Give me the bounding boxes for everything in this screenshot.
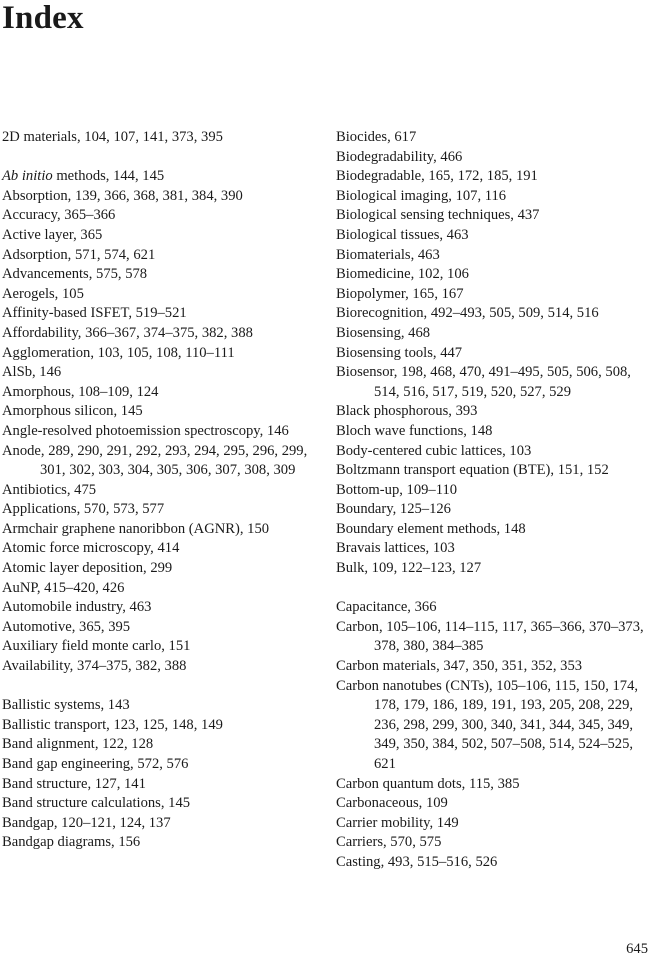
index-entry xyxy=(2,383,324,403)
index-entry xyxy=(336,148,648,168)
index-entry-text: Biosensor, 198, 468, 470, 491–495, 505, 506, 508, 514, 516, 517, 519, 520, 527, 529 xyxy=(336,364,631,400)
index-entry-text: Biosensing, 468 xyxy=(336,324,431,341)
index-entry-text: 2D materials, 104, 107, 141, 373, 395 xyxy=(2,129,223,145)
index-entry-text: Armchair graphene nanoribbon (AGNR), 150 xyxy=(2,520,270,537)
index-entry xyxy=(336,422,648,442)
index-entry-text: AlSb, 146 xyxy=(2,364,62,381)
index-entry xyxy=(336,657,648,677)
index-entry xyxy=(336,461,648,481)
index-entry xyxy=(336,775,648,795)
index-entry xyxy=(336,324,648,344)
index-entry-text: Biological imaging, 107, 116 xyxy=(336,187,507,204)
index-entry xyxy=(2,833,324,853)
index-entry-text: Atomic layer deposition, 299 xyxy=(2,560,173,577)
index-entry-text: Availability, 374–375, 382, 388 xyxy=(2,658,187,675)
index-entry xyxy=(336,833,648,853)
index-entry-text: Bloch wave functions, 148 xyxy=(336,422,493,439)
index-entry-text: AuNP, 415–420, 426 xyxy=(2,579,125,596)
index-entry-text: Biomedicine, 102, 106 xyxy=(336,266,469,283)
index-entry xyxy=(2,598,324,618)
index-entry xyxy=(336,520,648,540)
index-entry xyxy=(2,344,324,364)
index-entry-text: Carbon materials, 347, 350, 351, 352, 353 xyxy=(336,658,583,675)
index-entry-text: Biomaterials, 463 xyxy=(336,246,440,263)
index-entry-text: Active layer, 365 xyxy=(2,226,103,243)
index-entry xyxy=(336,442,648,462)
index-entry-text: Biosensing tools, 447 xyxy=(336,344,463,361)
section-gap xyxy=(2,677,324,697)
index-entry xyxy=(2,422,324,442)
index-entry xyxy=(2,716,324,736)
index-entry xyxy=(336,226,648,246)
index-entry xyxy=(2,265,324,285)
index-entry xyxy=(2,363,324,383)
index-entry xyxy=(2,579,324,599)
index-entry-text: Boundary element methods, 148 xyxy=(336,520,526,537)
index-entry-text: Automotive, 365, 395 xyxy=(2,618,131,635)
index-entry-text: Casting, 493, 515–516, 526 xyxy=(336,853,498,870)
index-entry xyxy=(336,539,648,559)
index-entry-text: Carrier mobility, 149 xyxy=(336,814,459,831)
index-entry-text: Aerogels, 105 xyxy=(2,285,84,302)
index-entry-text: Affordability, 366–367, 374–375, 382, 388 xyxy=(2,324,253,341)
index-entry xyxy=(2,187,324,207)
index-entry xyxy=(2,775,324,795)
index-entry-text: Affinity-based ISFET, 519–521 xyxy=(2,305,187,322)
index-entry xyxy=(336,618,648,657)
index-entry-text: Carbon quantum dots, 115, 385 xyxy=(336,775,520,792)
index-entry-text: Biological tissues, 463 xyxy=(336,226,469,243)
index-entry xyxy=(336,246,648,266)
section-gap xyxy=(2,148,324,168)
index-entry xyxy=(2,755,324,775)
index-entry-text: Antibiotics, 475 xyxy=(2,481,97,498)
index-entry xyxy=(336,853,648,873)
index-title: Index xyxy=(2,0,84,36)
index-entry xyxy=(2,167,324,187)
index-entry xyxy=(2,657,324,677)
index-entry xyxy=(336,304,648,324)
index-entry-text: Boltzmann transport equation (BTE), 151, 152 xyxy=(336,462,609,479)
index-entry-text: Carriers, 570, 575 xyxy=(336,834,442,851)
index-entry xyxy=(336,265,648,285)
index-entry-text: Agglomeration, 103, 105, 108, 110–111 xyxy=(2,344,235,361)
index-entry xyxy=(336,128,648,148)
index-entry-text: Atomic force microscopy, 414 xyxy=(2,540,180,557)
left-index-column xyxy=(2,128,324,853)
right-index-column xyxy=(336,128,648,873)
index-entry-text: Ballistic systems, 143 xyxy=(2,697,130,714)
index-entry-text: Angle-resolved photoemission spectroscopy, 146 xyxy=(2,422,289,439)
index-entry xyxy=(336,206,648,226)
index-entry xyxy=(2,520,324,540)
index-entry xyxy=(2,304,324,324)
index-entry xyxy=(2,618,324,638)
index-entry-text: Accuracy, 365–366 xyxy=(2,207,116,224)
index-entry-text: Boundary, 125–126 xyxy=(336,501,451,518)
index-entry-text: Amorphous, 108–109, 124 xyxy=(2,383,159,400)
index-entry-text: Biological sensing techniques, 437 xyxy=(336,207,540,224)
index-entry-text: Bottom-up, 109–110 xyxy=(336,481,458,498)
index-entry xyxy=(2,442,324,481)
index-entry-text: Black phosphorous, 393 xyxy=(336,403,478,420)
index-entry xyxy=(2,735,324,755)
index-entry xyxy=(2,814,324,834)
index-entry xyxy=(336,285,648,305)
section-gap xyxy=(336,579,648,599)
index-entry-text: Body-centered cubic lattices, 103 xyxy=(336,442,532,459)
index-entry xyxy=(336,167,648,187)
index-entry-text: Applications, 570, 573, 577 xyxy=(2,501,165,518)
index-entry-text: Ballistic transport, 123, 125, 148, 149 xyxy=(2,716,223,733)
index-entry xyxy=(2,402,324,422)
index-entry-text: Bandgap diagrams, 156 xyxy=(2,834,141,851)
index-entry xyxy=(336,598,648,618)
index-entry-text: Automobile industry, 463 xyxy=(2,599,152,616)
index-entry-text: Anode, 289, 290, 291, 292, 293, 294, 295, 296, 299, 301, 302, 303, 304, 305, 306, 307, 308, 309 xyxy=(2,442,308,479)
index-entry-text: Bravais lattices, 103 xyxy=(336,540,455,557)
index-entry-text: Carbon nanotubes (CNTs), 105–106, 115, 150, 174, 178, 179, 186, 189, 191, 193, 205, 208, 229, 236, 298, 299, 300, 340, 341, 344, 345, 349, 349, 350, 384, 502, 507–508, 514, 524–525, 621 xyxy=(336,677,639,772)
index-entry xyxy=(336,500,648,520)
index-entry xyxy=(2,794,324,814)
index-entry xyxy=(336,794,648,814)
index-entry-italic-term: Ab initio xyxy=(2,168,53,185)
index-entry xyxy=(336,677,648,775)
index-entry-text: Biodegradable, 165, 172, 185, 191 xyxy=(336,168,538,185)
index-entry-text: Biopolymer, 165, 167 xyxy=(336,285,464,302)
index-entry xyxy=(2,481,324,501)
index-entry xyxy=(336,187,648,207)
index-entry xyxy=(2,696,324,716)
index-entry-text: methods, 144, 145 xyxy=(52,168,165,185)
index-entry-text: Absorption, 139, 366, 368, 381, 384, 390 xyxy=(2,187,243,204)
index-entry xyxy=(336,402,648,422)
index-entry-text: Band alignment, 122, 128 xyxy=(2,736,154,753)
page-number: 645 xyxy=(626,941,648,957)
index-entry xyxy=(2,246,324,266)
index-entry xyxy=(336,814,648,834)
index-entry xyxy=(336,559,648,579)
index-entry xyxy=(336,344,648,364)
index-entry xyxy=(2,539,324,559)
index-entry xyxy=(2,637,324,657)
index-entry-text: Auxiliary field monte carlo, 151 xyxy=(2,638,191,655)
index-entry xyxy=(2,559,324,579)
index-entry-text: Carbonaceous, 109 xyxy=(336,795,448,812)
index-entry-text: Biocides, 617 xyxy=(336,129,417,145)
index-entry-text: Carbon, 105–106, 114–115, 117, 365–366, 370–373, 378, 380, 384–385 xyxy=(336,618,644,655)
index-entry-text: Capacitance, 366 xyxy=(336,599,437,616)
index-entry-text: Bulk, 109, 122–123, 127 xyxy=(336,560,482,577)
index-entry-text: Band gap engineering, 572, 576 xyxy=(2,756,189,772)
index-entry-text: Biodegradability, 466 xyxy=(336,148,463,165)
index-entry xyxy=(2,324,324,344)
index-entry xyxy=(2,128,324,148)
index-entry-text: Bandgap, 120–121, 124, 137 xyxy=(2,814,171,831)
index-entry xyxy=(336,481,648,501)
index-entry xyxy=(2,206,324,226)
index-entry-text: Band structure, 127, 141 xyxy=(2,775,146,792)
index-entry-text: Band structure calculations, 145 xyxy=(2,795,191,812)
index-entry-text: Biorecognition, 492–493, 505, 509, 514, 516 xyxy=(336,305,599,322)
index-entry-text: Adsorption, 571, 574, 621 xyxy=(2,246,156,263)
index-entry xyxy=(2,500,324,520)
index-entry xyxy=(2,226,324,246)
index-entry xyxy=(2,285,324,305)
index-entry xyxy=(336,363,648,402)
index-entry-text: Advancements, 575, 578 xyxy=(2,266,148,283)
index-entry-text: Amorphous silicon, 145 xyxy=(2,403,143,420)
